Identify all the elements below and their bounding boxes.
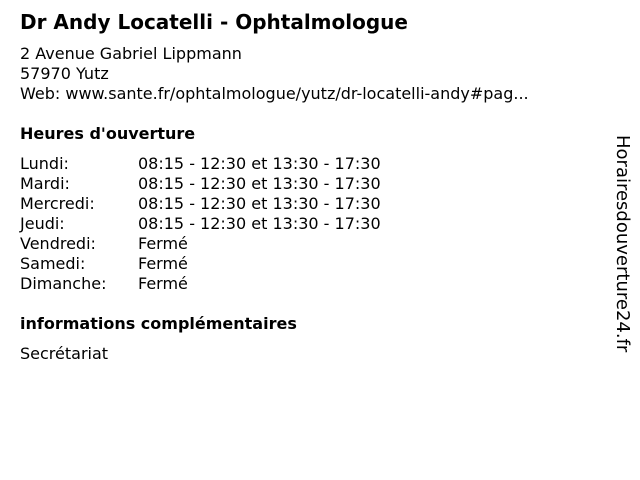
day-label: Vendredi:: [20, 234, 96, 253]
day-label: Lundi:: [20, 154, 69, 173]
day-label: Dimanche:: [20, 274, 107, 293]
address-city: 57970 Yutz: [20, 64, 109, 83]
page-title: Dr Andy Locatelli - Ophtalmologue: [20, 10, 408, 34]
info-text: Secrétariat: [20, 344, 109, 363]
hours-value: 08:15 - 12:30 et 13:30 - 17:30: [138, 194, 381, 213]
hours-value: Fermé: [138, 254, 188, 273]
hours-row: [20, 234, 600, 254]
hours-table: [20, 154, 600, 294]
hours-row: [20, 254, 600, 274]
hours-heading: Heures d'ouverture: [20, 124, 196, 143]
brand-vertical-label: Horairesdouverture24.fr: [612, 135, 633, 353]
hours-value: 08:15 - 12:30 et 13:30 - 17:30: [138, 214, 381, 233]
info-heading: informations complémentaires: [20, 314, 297, 333]
address-block: [20, 44, 600, 104]
hours-value: 08:15 - 12:30 et 13:30 - 17:30: [138, 174, 381, 193]
hours-row: [20, 214, 600, 234]
hours-row: [20, 174, 600, 194]
hours-value: Fermé: [138, 234, 188, 253]
address-street: 2 Avenue Gabriel Lippmann: [20, 44, 242, 63]
hours-value: Fermé: [138, 274, 188, 293]
day-label: Mercredi:: [20, 194, 95, 213]
hours-row: [20, 154, 600, 174]
hours-value: 08:15 - 12:30 et 13:30 - 17:30: [138, 154, 381, 173]
day-label: Samedi:: [20, 254, 86, 273]
day-label: Mardi:: [20, 174, 70, 193]
website-link[interactable]: Web: www.sante.fr/ophtalmologue/yutz/dr-locatelli-andy#pag...: [20, 84, 529, 103]
hours-row: [20, 274, 600, 294]
hours-row: [20, 194, 600, 214]
day-label: Jeudi:: [20, 214, 65, 233]
listing: [20, 8, 600, 364]
